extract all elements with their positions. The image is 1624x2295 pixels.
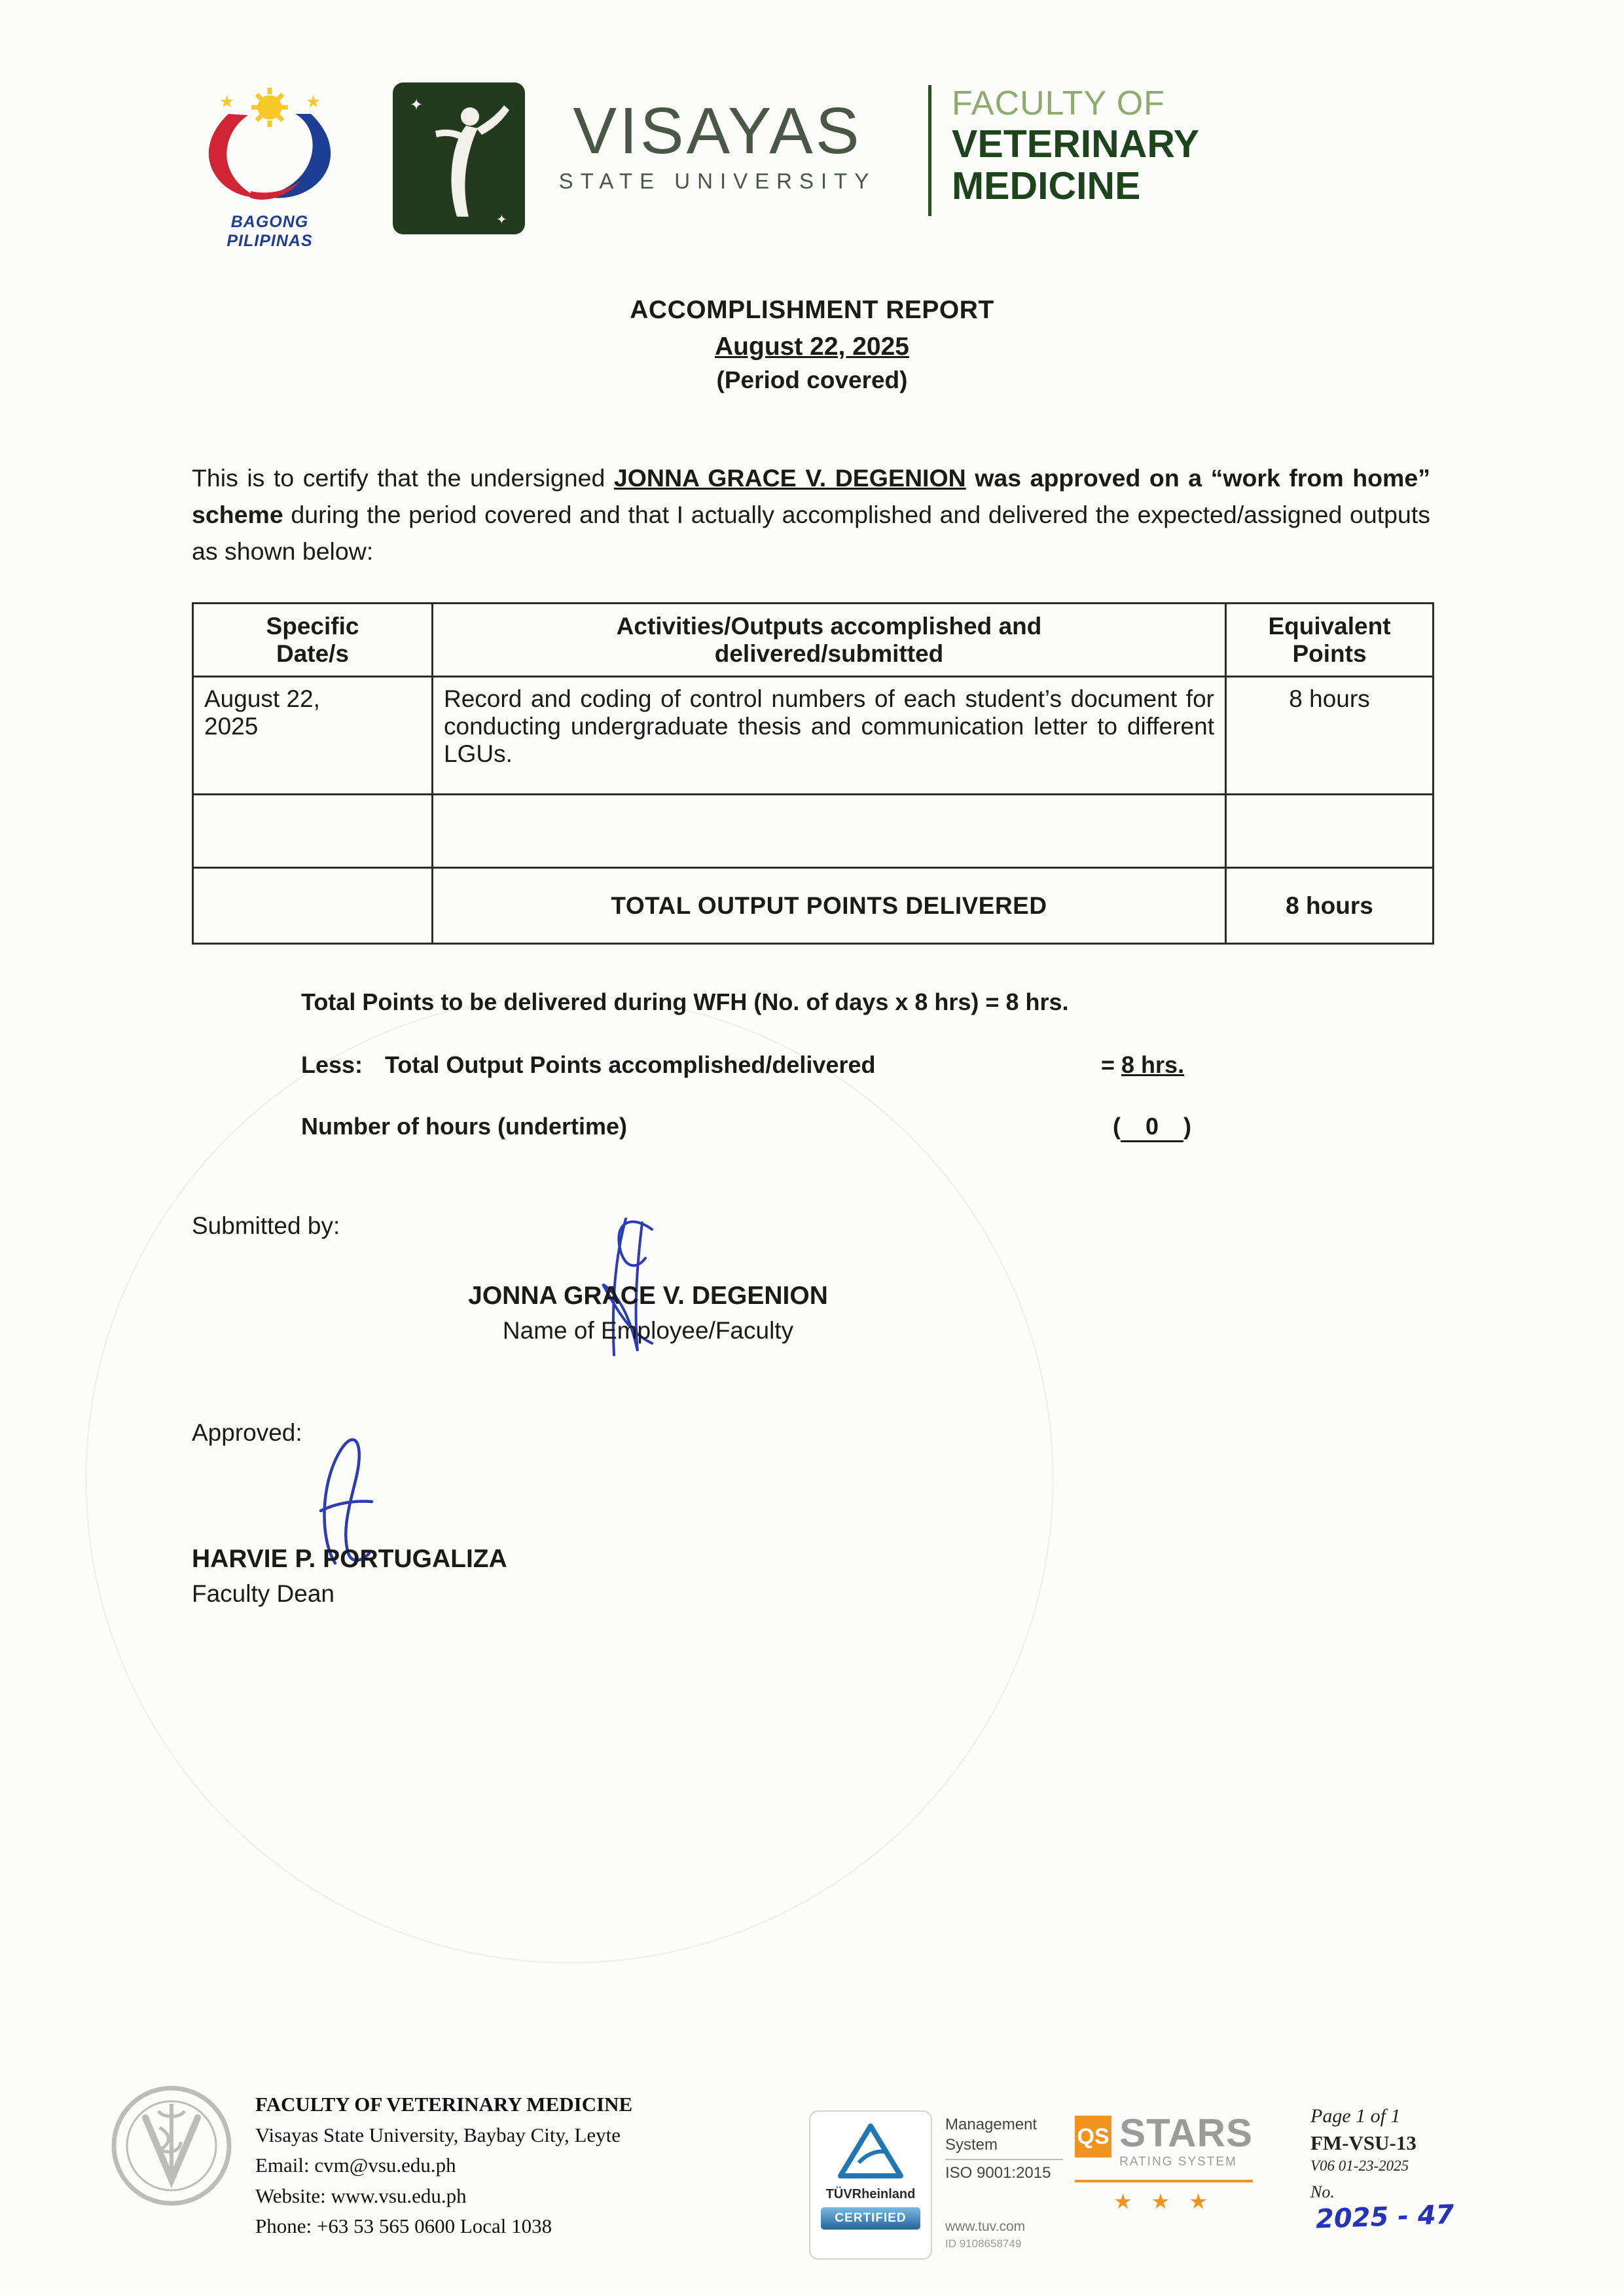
header-equivalent-points: Equivalent Points bbox=[1226, 604, 1434, 677]
table-total-row bbox=[193, 868, 1434, 944]
employee-caption: Name of Employee/Faculty bbox=[502, 1317, 794, 1344]
vsu-seal-icon bbox=[393, 82, 525, 234]
summary-less-line bbox=[301, 1051, 1270, 1079]
veterinary-emblem bbox=[107, 2082, 236, 2213]
footer-phone: Phone: +63 53 565 0600 Local 1038 bbox=[255, 2214, 552, 2237]
page-number: Page 1 of 1 bbox=[1310, 2105, 1401, 2127]
qs-stars-badge bbox=[1075, 2111, 1253, 2214]
tuv-triangle-icon bbox=[834, 2120, 907, 2182]
summary-line1-label: Total Points to be delivered during WFH (No. of days x 8 hrs) = bbox=[301, 988, 1000, 1015]
footer-org-name: FACULTY OF VETERINARY MEDICINE bbox=[255, 2093, 633, 2116]
footer-address: Visayas State University, Baybay City, Leyte bbox=[255, 2123, 621, 2146]
faculty-wordmark bbox=[952, 84, 1199, 207]
page-info-block bbox=[1310, 2105, 1474, 2235]
scan-watermark bbox=[85, 995, 1054, 1964]
header-divider bbox=[928, 85, 931, 216]
svg-text:★: ★ bbox=[306, 92, 321, 111]
period-covered-caption: (Period covered) bbox=[716, 367, 908, 393]
faculty-line2: VETERINARY bbox=[952, 122, 1200, 166]
submitted-by-label: Submitted by: bbox=[192, 1212, 340, 1239]
report-title: ACCOMPLISHMENT REPORT bbox=[630, 296, 994, 324]
dean-name: HARVIE P. PORTUGALIZA bbox=[192, 1545, 507, 1573]
vsu-wordmark bbox=[541, 94, 894, 194]
accomplishment-table bbox=[192, 602, 1434, 945]
period-covered-date: August 22, 2025 bbox=[715, 333, 909, 361]
total-output-label: TOTAL OUTPUT POINTS DELIVERED bbox=[433, 868, 1226, 944]
form-number-label: No. bbox=[1310, 2182, 1335, 2201]
certification-paragraph bbox=[192, 460, 1430, 569]
faculty-line3: MEDICINE bbox=[952, 164, 1141, 208]
summary-line2-label: Total Output Points accomplished/delivered bbox=[385, 1051, 876, 1078]
cell-activity: Record and coding of control numbers of each student’s document for conducting undergraduate thesis and communication letter to different LGUs. bbox=[433, 677, 1226, 795]
vsu-logo bbox=[393, 82, 525, 238]
caduceus-icon bbox=[107, 2082, 236, 2210]
tuv-rule bbox=[945, 2159, 1063, 2160]
intro-part3: during the period covered and that I actually accomplished and delivered the expected/assigned outputs as shown below: bbox=[192, 501, 1430, 565]
summary-line3-label: Number of hours (undertime) bbox=[301, 1113, 628, 1140]
tuv-iso-line: ISO 9001:2015 bbox=[945, 2164, 1051, 2182]
cell-date-empty bbox=[193, 795, 433, 868]
form-version: V06 01-23-2025 bbox=[1310, 2158, 1409, 2174]
cell-activity-empty bbox=[433, 795, 1226, 868]
summary-line3-value: ( 0 ) bbox=[1113, 1113, 1191, 1142]
bagong-pilipinas-logo bbox=[187, 76, 352, 251]
dean-caption: Faculty Dean bbox=[192, 1580, 334, 1607]
svg-text:✦: ✦ bbox=[496, 213, 507, 227]
approved-label: Approved: bbox=[192, 1419, 302, 1446]
title-block bbox=[0, 296, 1624, 394]
table-row-empty bbox=[193, 795, 1434, 868]
tuv-certified-badge bbox=[809, 2110, 932, 2260]
tuv-certified-label: CERTIFIED bbox=[821, 2207, 920, 2230]
intro-part2: was approved on a “work from home” scheme bbox=[192, 464, 1430, 528]
bagong-pilipinas-seal-icon bbox=[188, 76, 352, 207]
form-number-row bbox=[1310, 2182, 1474, 2235]
summary-undertime-line bbox=[301, 1113, 1270, 1140]
intro-employee-name: JONNA GRACE V. DEGENION bbox=[613, 464, 966, 492]
header-activities: Activities/Outputs accomplished and delivered/submitted bbox=[433, 604, 1226, 677]
table-header-row bbox=[193, 604, 1434, 677]
summary-line1-value: 8 hrs. bbox=[1005, 988, 1069, 1015]
employee-name: JONNA GRACE V. DEGENION bbox=[468, 1282, 828, 1310]
qs-rating-caption: RATING SYSTEM bbox=[1119, 2155, 1237, 2169]
qs-stars-word: STARS bbox=[1119, 2111, 1253, 2155]
qs-logo-icon: QS bbox=[1075, 2116, 1111, 2158]
table-row bbox=[193, 677, 1434, 795]
svg-text:✦: ✦ bbox=[410, 96, 424, 114]
footer-website: Website: www.vsu.edu.ph bbox=[255, 2184, 467, 2207]
tuv-cert-id: ID 9108658749 bbox=[945, 2237, 1022, 2250]
header-specific-dates: Specific Date/s bbox=[193, 604, 433, 677]
summary-line2-value: = 8 hrs. bbox=[1101, 1051, 1185, 1078]
summary-less-label: Less: bbox=[301, 1051, 363, 1078]
tuv-brand: TÜVRheinland bbox=[825, 2187, 916, 2201]
qs-stars-icons: ★ ★ ★ bbox=[1075, 2180, 1253, 2214]
tuv-url: www.tuv.com bbox=[945, 2219, 1026, 2234]
employee-signature-block bbox=[393, 1282, 903, 1345]
university-subtitle: STATE UNIVERSITY bbox=[558, 169, 876, 193]
svg-text:★: ★ bbox=[219, 92, 235, 111]
cell-points-empty bbox=[1226, 795, 1434, 868]
tuv-certification bbox=[809, 2110, 1086, 2260]
tuv-system-line: Management System bbox=[945, 2116, 1038, 2154]
bagong-pilipinas-label: BAGONG PILIPINAS bbox=[226, 213, 313, 250]
contact-block bbox=[255, 2089, 632, 2242]
form-code: FM-VSU-13 bbox=[1310, 2131, 1416, 2154]
footer-email: Email: cvm@vsu.edu.ph bbox=[255, 2154, 456, 2177]
faculty-line1: FACULTY OF bbox=[952, 84, 1165, 122]
form-number-handwritten: 2025 - 47 bbox=[1315, 2199, 1455, 2235]
cell-date: August 22, 2025 bbox=[193, 677, 433, 795]
cell-points: 8 hours bbox=[1226, 677, 1434, 795]
university-name: VISAYAS bbox=[573, 94, 862, 168]
cell-total-spacer bbox=[193, 868, 433, 944]
intro-part1: This is to certify that the undersigned bbox=[192, 464, 614, 492]
total-output-points: 8 hours bbox=[1226, 868, 1434, 944]
summary-total-points-line bbox=[301, 988, 1069, 1016]
tuv-details bbox=[945, 2110, 1086, 2260]
